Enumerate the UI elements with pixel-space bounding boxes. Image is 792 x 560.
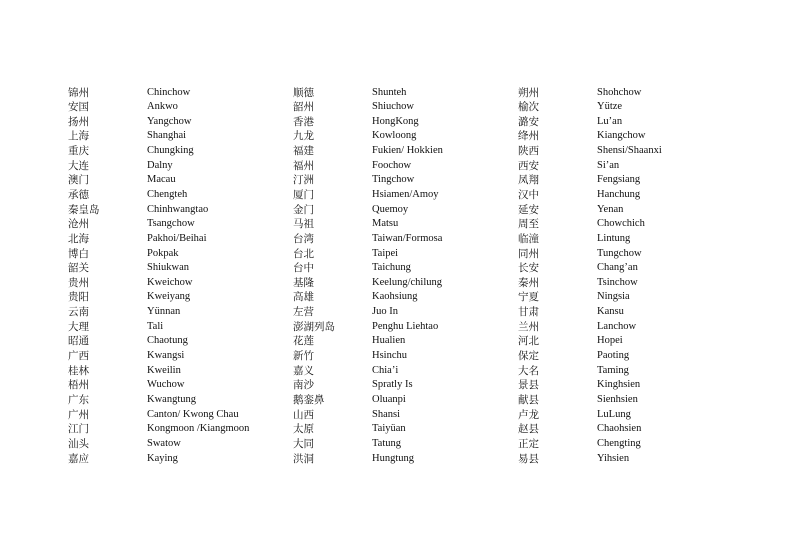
romanized-place-name: Yihsien xyxy=(597,452,630,464)
chinese-place-name: 桂林 xyxy=(68,364,89,377)
romanized-place-name: Chungking xyxy=(147,145,194,157)
romanized-place-name: Taming xyxy=(597,364,629,376)
chinese-place-name: 昭通 xyxy=(68,335,89,348)
romanized-place-name: Hsinchu xyxy=(372,350,407,362)
chinese-place-name: 广州 xyxy=(68,408,89,421)
chinese-place-name: 赵县 xyxy=(518,423,539,436)
chinese-place-name: 香港 xyxy=(293,115,314,128)
romanized-place-name: Shiuchow xyxy=(372,101,414,113)
chinese-place-name: 鹅銮鼻 xyxy=(293,393,325,406)
chinese-place-name: 朔州 xyxy=(518,86,539,99)
chinese-place-name: 西安 xyxy=(518,159,539,172)
chinese-place-name: 花莲 xyxy=(293,335,314,348)
chinese-place-name: 大连 xyxy=(68,159,89,172)
chinese-place-name: 秦州 xyxy=(518,276,539,289)
romanized-place-name: Yenan xyxy=(597,203,624,215)
romanized-place-name: Fukien/ Hokkien xyxy=(372,145,443,157)
chinese-place-name: 台北 xyxy=(293,247,314,260)
chinese-place-name: 大名 xyxy=(518,364,539,377)
romanized-place-name: Paoting xyxy=(597,350,630,362)
chinese-place-name: 九龙 xyxy=(293,130,314,143)
romanized-place-name: Lanchow xyxy=(597,320,637,332)
romanized-place-name: Wuchow xyxy=(147,379,185,391)
chinese-place-name: 基隆 xyxy=(293,276,314,289)
chinese-place-name: 重庆 xyxy=(68,145,89,158)
romanized-place-name: Chengting xyxy=(597,437,641,449)
romanized-place-name: Tungchow xyxy=(597,247,642,259)
romanized-place-name: Chia’i xyxy=(372,364,399,376)
chinese-place-name: 汉中 xyxy=(518,188,539,201)
chinese-place-name: 长安 xyxy=(518,262,539,275)
chinese-place-name: 承德 xyxy=(68,188,89,201)
romanized-place-name: Kweilin xyxy=(147,364,181,376)
chinese-place-name: 太原 xyxy=(293,423,314,436)
chinese-place-name: 临潼 xyxy=(518,232,539,245)
romanized-place-name: Hualien xyxy=(372,335,406,347)
romanized-place-name: Kaying xyxy=(147,452,178,464)
chinese-place-name: 韶关 xyxy=(68,262,89,275)
chinese-place-name: 福建 xyxy=(293,145,314,158)
chinese-place-name: 宁夏 xyxy=(518,291,539,304)
romanized-place-name: Kowloong xyxy=(372,130,417,142)
chinese-place-name: 凤翔 xyxy=(518,174,539,187)
chinese-place-name: 潞安 xyxy=(518,115,539,128)
romanized-place-name: Quemoy xyxy=(372,203,409,215)
romanized-place-name: Shansi xyxy=(372,408,401,420)
chinese-place-name: 北海 xyxy=(68,232,89,245)
romanized-place-name: Kongmoon /Kiangmoon xyxy=(147,423,250,435)
romanized-place-name: Swatow xyxy=(147,437,181,449)
chinese-place-name: 同州 xyxy=(518,247,539,260)
romanized-place-name: Dalny xyxy=(147,159,173,171)
chinese-place-name: 洪洞 xyxy=(293,452,314,465)
chinese-place-name: 周至 xyxy=(518,218,539,231)
romanized-place-name: HongKong xyxy=(372,115,419,127)
chinese-place-name: 韶州 xyxy=(293,101,314,114)
romanized-place-name: Chowchich xyxy=(597,218,645,230)
chinese-place-name: 卢龙 xyxy=(518,408,539,421)
romanized-place-name: Spratly Is xyxy=(372,379,413,391)
romanized-place-name: Shiukwan xyxy=(147,262,189,274)
romanized-place-name: Taipei xyxy=(372,247,399,259)
chinese-place-name: 大理 xyxy=(68,320,89,333)
romanized-place-name: Ankwo xyxy=(147,101,178,113)
chinese-place-name: 澎湖列岛 xyxy=(293,320,335,333)
chinese-place-name: 锦州 xyxy=(68,86,89,99)
romanized-place-name: Oluanpi xyxy=(372,393,406,405)
chinese-place-name: 博白 xyxy=(68,247,89,260)
romanized-place-name: LuLung xyxy=(597,408,631,420)
romanized-place-name: Kaohsiung xyxy=(372,291,418,303)
romanized-place-name: Ningsia xyxy=(597,291,630,303)
romanized-place-name: Chinchow xyxy=(147,86,191,98)
romanized-place-name: Lintung xyxy=(597,232,631,244)
chinese-place-name: 左营 xyxy=(293,306,314,319)
chinese-place-name: 嘉义 xyxy=(293,364,314,377)
romanized-place-name: Tali xyxy=(147,320,164,332)
romanized-place-name: Taichung xyxy=(372,262,411,274)
chinese-place-name: 澳门 xyxy=(68,174,89,187)
chinese-place-name: 高雄 xyxy=(293,291,314,304)
chinese-place-name: 安国 xyxy=(68,101,89,114)
chinese-place-name: 兰州 xyxy=(518,320,539,333)
chinese-place-name: 马祖 xyxy=(293,218,314,231)
chinese-place-name: 献县 xyxy=(518,393,539,406)
chinese-place-name: 金门 xyxy=(293,203,314,216)
romanized-place-name: Kansu xyxy=(597,306,624,318)
romanized-place-name: Shunteh xyxy=(372,86,407,98)
romanized-place-name: Kwangsi xyxy=(147,350,185,362)
chinese-place-name: 台中 xyxy=(293,262,314,275)
romanized-place-name: Taiyüan xyxy=(372,423,406,435)
romanized-place-name: Keelung/chilung xyxy=(372,276,442,288)
chinese-place-name: 榆次 xyxy=(518,101,539,114)
romanized-place-name: Kweichow xyxy=(147,276,193,288)
romanized-place-name: Tingchow xyxy=(372,174,415,186)
romanized-place-name: Tatung xyxy=(372,437,402,449)
romanized-place-name: Hopei xyxy=(597,335,623,347)
chinese-place-name: 景县 xyxy=(518,379,539,392)
chinese-place-name: 易县 xyxy=(518,452,539,465)
romanized-place-name: Tsinchow xyxy=(597,276,638,288)
romanized-place-name: Pakhoi/Beihai xyxy=(147,232,207,244)
chinese-place-name: 正定 xyxy=(518,437,539,450)
romanized-place-name: Chang’an xyxy=(597,262,638,274)
romanized-place-name: Macau xyxy=(147,174,176,186)
romanized-place-name: Chinhwangtao xyxy=(147,203,209,215)
chinese-place-name: 新竹 xyxy=(293,350,314,363)
chinese-place-name: 扬州 xyxy=(68,115,89,128)
chinese-place-name: 厦门 xyxy=(293,188,314,201)
romanized-place-name: Kiangchow xyxy=(597,130,646,142)
chinese-place-name: 顺德 xyxy=(293,86,314,99)
romanized-place-name: Hungtung xyxy=(372,452,414,464)
romanized-place-name: Chaotung xyxy=(147,335,188,347)
chinese-place-name: 河北 xyxy=(518,335,539,348)
romanized-place-name: Yünnan xyxy=(147,306,181,318)
chinese-place-name: 沧州 xyxy=(68,218,89,231)
romanized-place-name: Sienhsien xyxy=(597,393,638,405)
romanized-place-name: Si’an xyxy=(597,159,620,171)
chinese-place-name: 福州 xyxy=(293,159,314,172)
romanized-place-name: Penghu Liehtao xyxy=(372,320,439,332)
chinese-place-name: 广东 xyxy=(68,393,89,406)
chinese-place-name: 广西 xyxy=(68,350,89,363)
chinese-place-name: 秦皇岛 xyxy=(68,203,100,216)
chinese-place-name: 贵阳 xyxy=(68,291,89,304)
chinese-place-name: 梧州 xyxy=(68,379,89,392)
chinese-place-name: 大同 xyxy=(293,437,314,450)
romanized-place-name: Matsu xyxy=(372,218,399,230)
romanized-place-name: Foochow xyxy=(372,159,412,171)
romanized-place-name: Canton/ Kwong Chau xyxy=(147,408,239,420)
chinese-place-name: 山西 xyxy=(293,408,314,421)
chinese-place-name: 汀洲 xyxy=(293,174,314,187)
romanized-place-name: Shohchow xyxy=(597,86,642,98)
romanized-place-name: Shanghai xyxy=(147,130,187,142)
chinese-place-name: 贵州 xyxy=(68,276,89,289)
romanized-place-name: Juo In xyxy=(372,306,398,318)
romanized-place-name: Yütze xyxy=(597,101,623,113)
romanized-place-name: Chengteh xyxy=(147,188,188,200)
chinese-place-name: 延安 xyxy=(518,203,539,216)
romanized-place-name: Lu’an xyxy=(597,115,623,127)
chinese-place-name: 嘉应 xyxy=(68,452,89,465)
chinese-place-name: 云南 xyxy=(68,306,89,319)
romanized-place-name: Taiwan/Formosa xyxy=(372,232,443,244)
chinese-place-name: 南沙 xyxy=(293,379,314,392)
romanized-place-name: Hsiamen/Amoy xyxy=(372,188,439,200)
romanized-place-name: Hanchung xyxy=(597,188,641,200)
chinese-place-name: 汕头 xyxy=(68,437,89,450)
chinese-place-name: 江门 xyxy=(68,423,89,436)
romanized-place-name: Fengsiang xyxy=(597,174,641,186)
chinese-place-name: 绛州 xyxy=(518,130,539,143)
chinese-place-name: 甘肃 xyxy=(518,306,539,319)
romanized-place-name: Kweiyang xyxy=(147,291,191,303)
romanized-place-name: Pokpak xyxy=(147,247,179,259)
romanized-place-name: Shensi/Shaanxi xyxy=(597,145,662,157)
romanized-place-name: Kwangtung xyxy=(147,393,196,405)
romanized-place-name: Chaohsien xyxy=(597,423,642,435)
chinese-place-name: 上海 xyxy=(68,130,89,143)
chinese-place-name: 保定 xyxy=(518,350,539,363)
romanized-place-name: Yangchow xyxy=(147,115,192,127)
romanized-place-name: Kinghsien xyxy=(597,379,641,391)
romanized-place-name: Tsangchow xyxy=(147,218,195,230)
chinese-place-name: 陕西 xyxy=(518,145,539,158)
chinese-place-name: 台湾 xyxy=(293,232,314,245)
